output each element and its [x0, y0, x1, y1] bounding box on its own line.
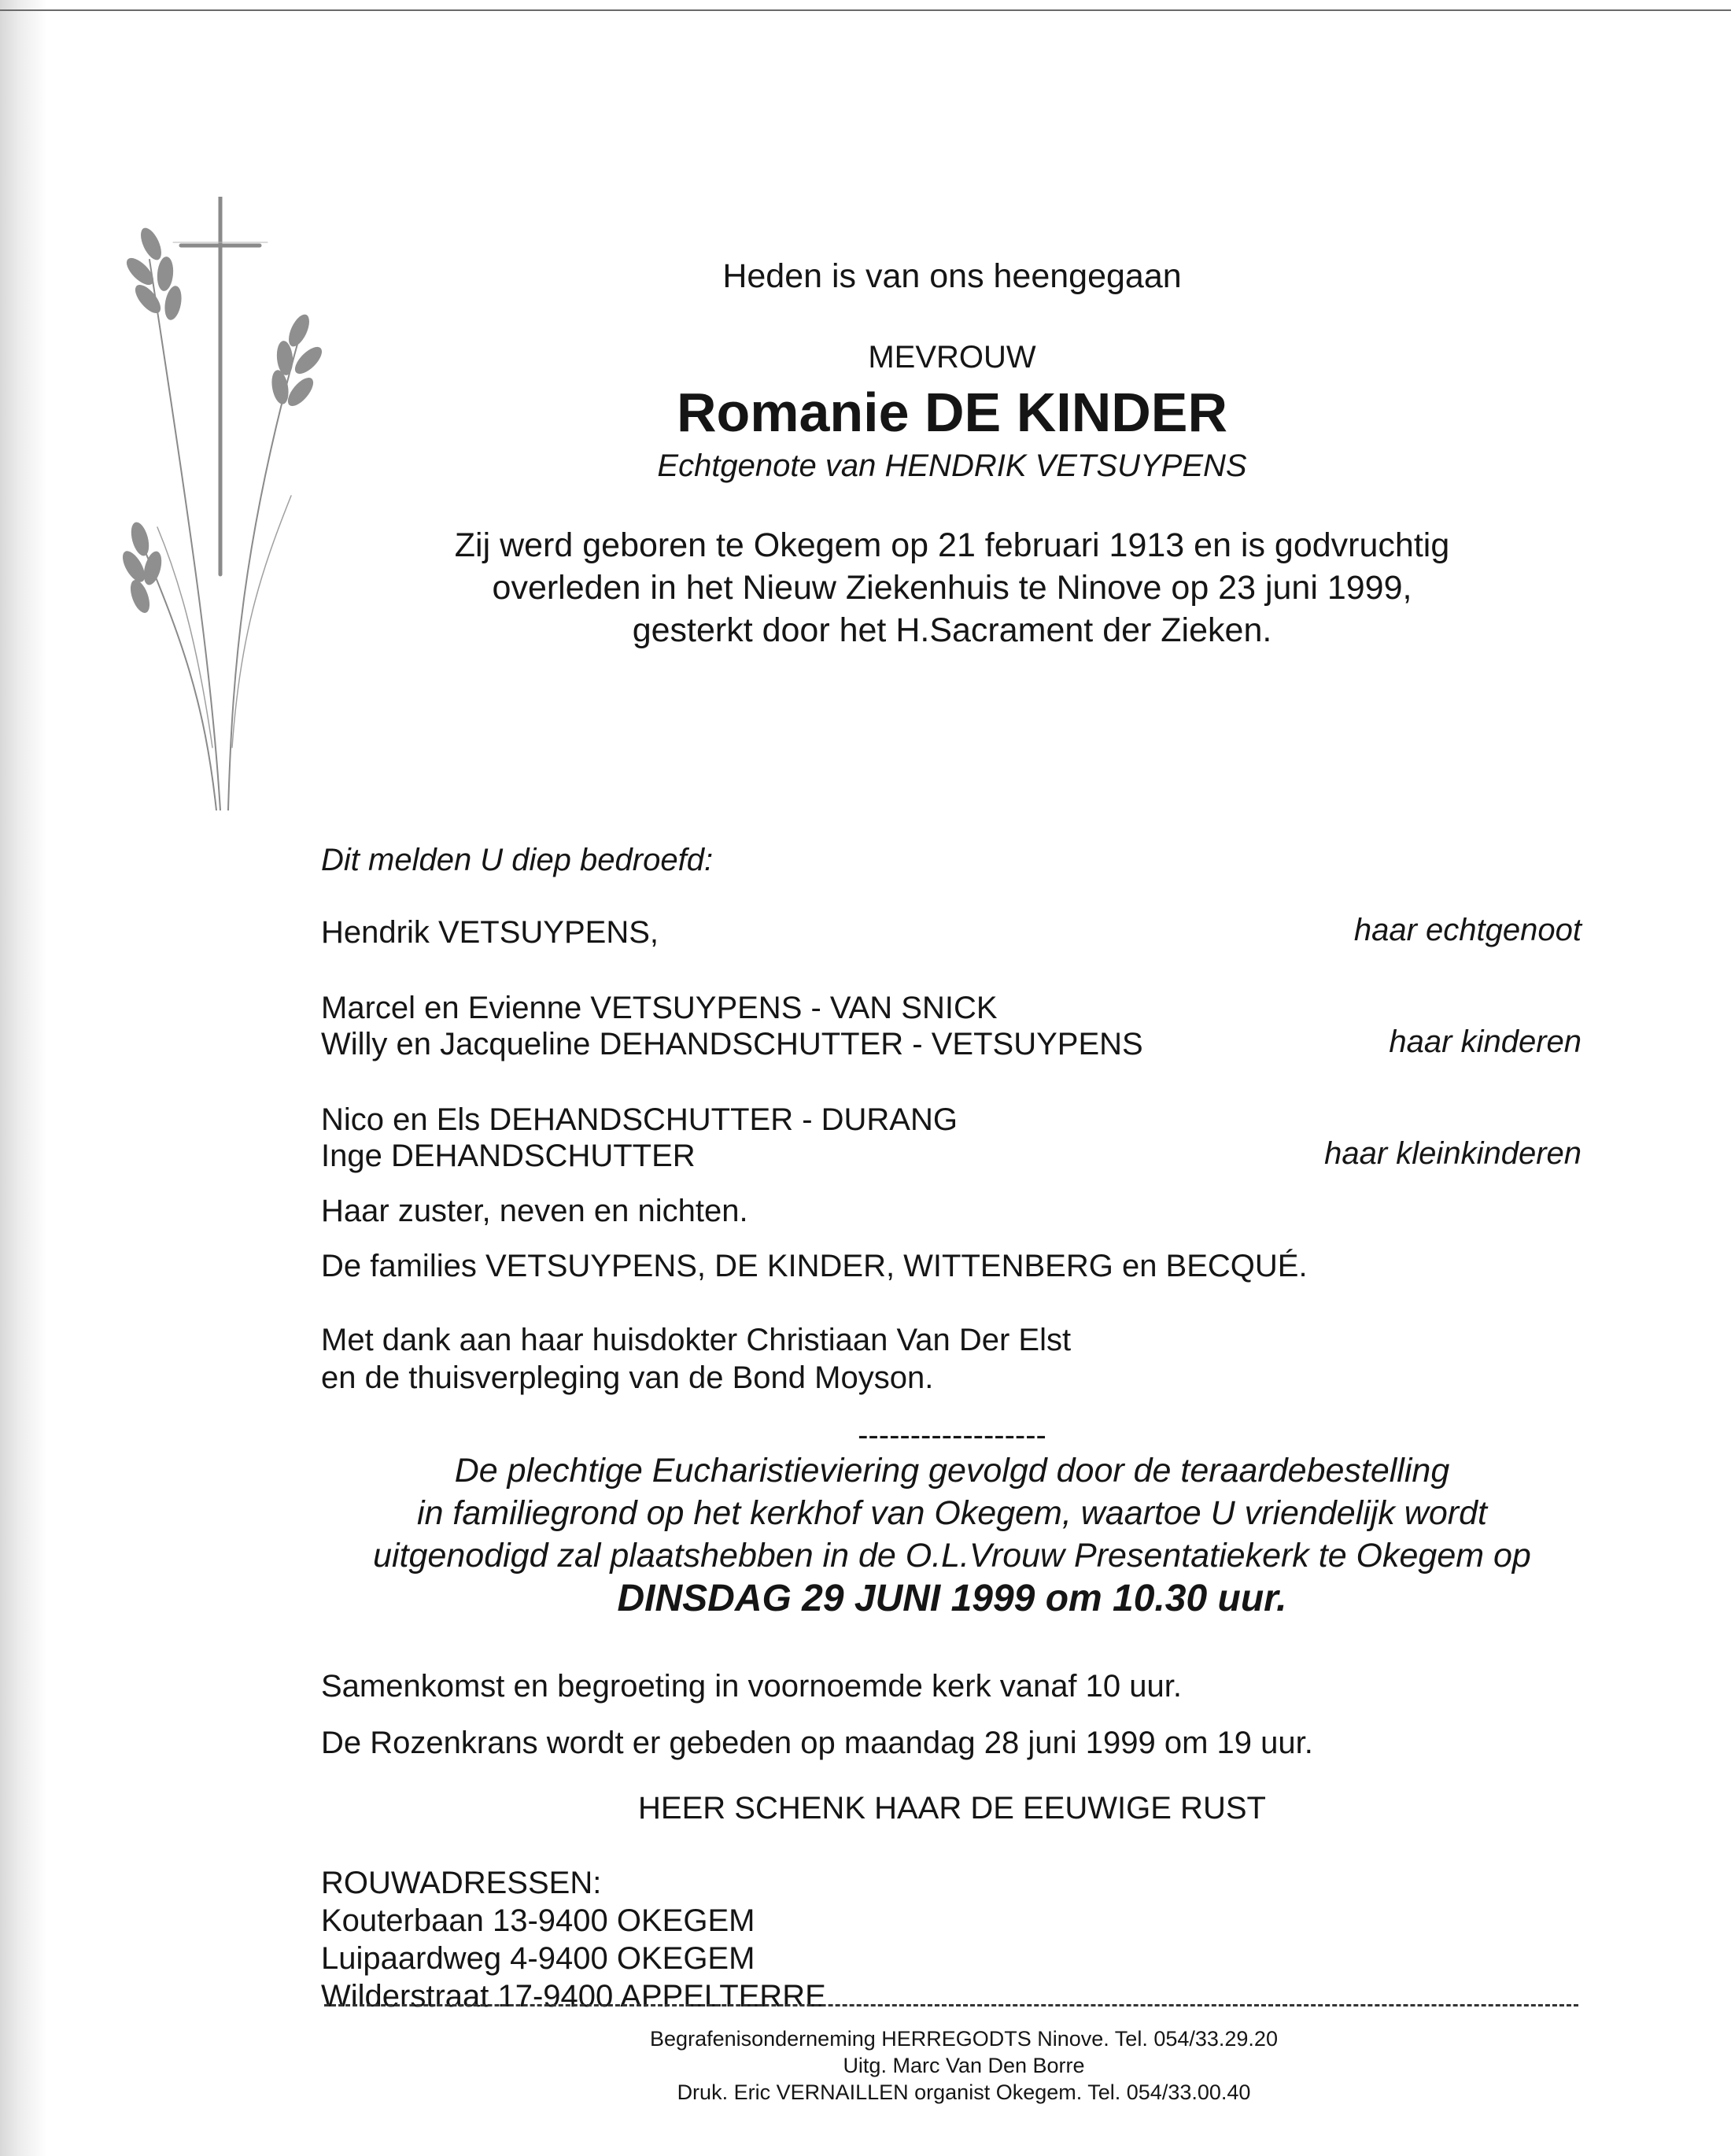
- relation-label: haar echtgenoot: [1353, 913, 1582, 947]
- family-name: Marcel en Evienne VETSUYPENS - VAN SNICK: [321, 991, 998, 1025]
- footer-line: Begrafenisonderneming HERREGODTS Ninove. Tel. 054/33.29.20: [650, 2027, 1278, 2051]
- title-prefix: MEVROUW: [868, 340, 1036, 375]
- ceremony-line: in familiegrond op het kerkhof van Okegem, waartoe U vriendelijk wordt: [417, 1494, 1487, 1532]
- thanks-line: Met dank aan haar huisdokter Christiaan Van Der Elst: [321, 1323, 1072, 1357]
- relatives-line: Haar zuster, neven en nichten.: [321, 1194, 748, 1228]
- bio-line: Zij werd geboren te Okegem op 21 februari 1913 en is godvruchtig: [454, 526, 1450, 564]
- thanks-line: en de thuisverpleging van de Bond Moyson.: [321, 1360, 934, 1395]
- footer-line: Druk. Eric VERNAILLEN organist Okegem. Tel. 054/33.00.40: [677, 2080, 1251, 2104]
- announce-intro: Dit melden U diep bedroefd:: [321, 843, 714, 877]
- bio-line: gesterkt door het H.Sacrament der Zieken.: [632, 611, 1272, 649]
- family-name: Inge DEHANDSCHUTTER: [321, 1139, 696, 1173]
- spouse-line: Echtgenote van HENDRIK VETSUYPENS: [657, 449, 1247, 483]
- separator: ------------------: [858, 1418, 1046, 1453]
- ceremony-date: DINSDAG 29 JUNI 1999 om 10.30 uur.: [617, 1578, 1287, 1619]
- families-line: De families VETSUYPENS, DE KINDER, WITTENBERG en BECQUÉ.: [321, 1249, 1308, 1283]
- prayer-line: HEER SCHENK HAAR DE EEUWIGE RUST: [638, 1791, 1266, 1826]
- deceased-name: Romanie DE KINDER: [676, 382, 1228, 443]
- rosary-line: De Rozenkrans wordt er gebeden op maandag 28 juni 1999 om 19 uur.: [321, 1726, 1313, 1760]
- family-name: Hendrik VETSUYPENS,: [321, 915, 659, 950]
- footer-divider: [324, 2004, 1578, 2006]
- address-line: Luipaardweg 4-9400 OKEGEM: [321, 1941, 755, 1976]
- relation-label: haar kinderen: [1389, 1024, 1582, 1059]
- ceremony-line: uitgenodigd zal plaatshebben in de O.L.Vrouw Presentatiekerk te Okegem op: [373, 1537, 1531, 1575]
- intro-text: Heden is van ons heengegaan: [722, 257, 1182, 295]
- top-border-line: [0, 9, 1731, 11]
- scan-shadow: [0, 0, 47, 2156]
- address-line: Kouterbaan 13-9400 OKEGEM: [321, 1903, 755, 1938]
- family-name: Willy en Jacqueline DEHANDSCHUTTER - VETSUYPENS: [321, 1027, 1143, 1061]
- address-line: Wilderstraat 17-9400 APPELTERRE: [321, 1979, 826, 2014]
- bio-line: overleden in het Nieuw Ziekenhuis te Ninove op 23 juni 1999,: [492, 569, 1412, 607]
- ceremony-line: De plechtige Eucharistieviering gevolgd door de teraardebestelling: [454, 1452, 1450, 1490]
- gathering-line: Samenkomst en begroeting in voornoemde kerk vanaf 10 uur.: [321, 1669, 1182, 1704]
- footer-line: Uitg. Marc Van Den Borre: [843, 2054, 1085, 2077]
- relation-label: haar kleinkinderen: [1324, 1136, 1582, 1171]
- addresses-heading: ROUWADRESSEN:: [321, 1866, 602, 1900]
- family-name: Nico en Els DEHANDSCHUTTER - DURANG: [321, 1102, 958, 1137]
